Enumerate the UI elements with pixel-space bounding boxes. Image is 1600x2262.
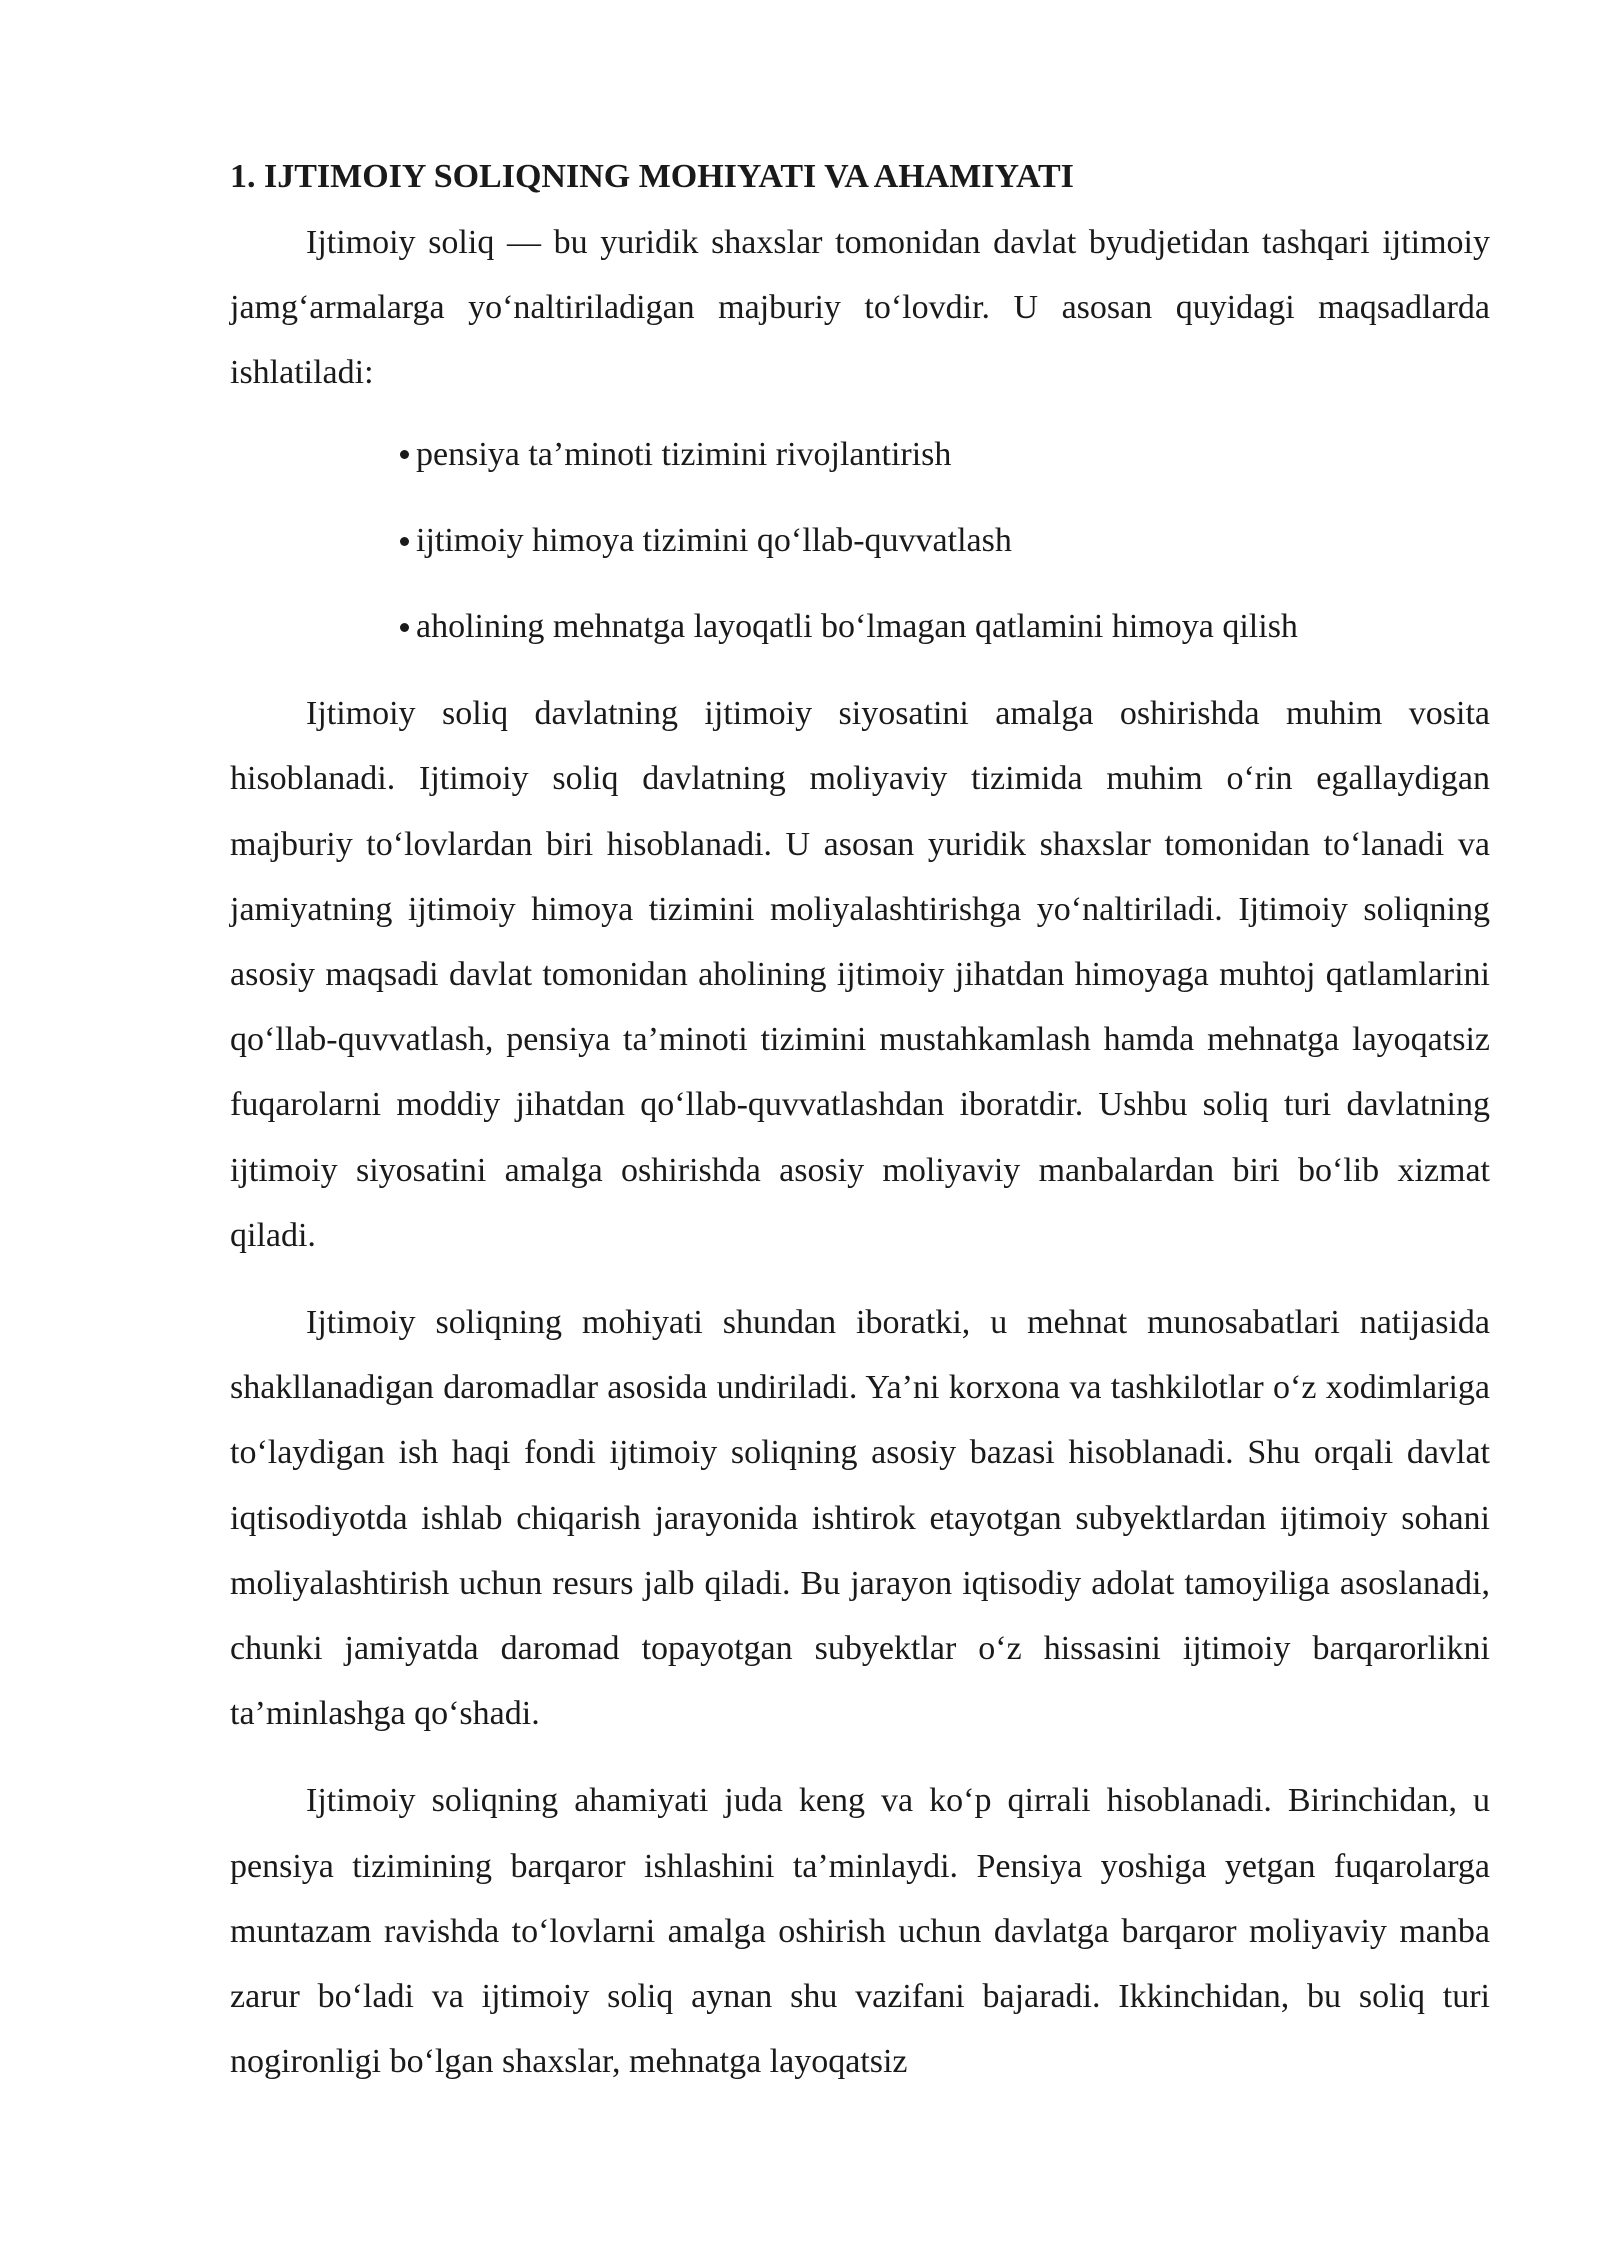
bullet-dot-icon: [400, 450, 409, 459]
body-paragraph: Ijtimoiy soliqning ahamiyati juda keng va ko‘p qirrali hisoblanadi. Birinchidan, u pensiya tizimining barqaror ishlashini ta’minlaydi. Pensiya yoshiga yetgan fuqarolarga muntazam ravishda to‘lovlarni amalga oshirish uchun davlatga barqaror moliyaviy manba zarur bo‘ladi va ijtimoiy soliq aynan shu vazifani bajaradi. Ikkinchidan, bu soliq turi nogironligi bo‘lgan shaxslar, mehnatga layoqatsiz: [230, 1782, 1490, 2081]
bullet-text: ijtimoiy himoya tizimini qo‘llab-quvvatlash: [416, 521, 1012, 559]
bullet-text: pensiya ta’minoti tizimini rivojlantirish: [416, 435, 952, 473]
bullet-item: [230, 508, 1490, 573]
bullet-list: [230, 422, 1490, 660]
bullet-text: aholining mehnatga layoqatli bo‘lmagan qatlamini himoya qilish: [416, 608, 1298, 646]
bullet-item: [230, 594, 1490, 659]
bullet-item: [230, 422, 1490, 487]
intro-paragraph: Ijtimoiy soliq — bu yuridik shaxslar tomonidan davlat byudjetidan tashqari ijtimoiy jamg‘armalarga yo‘naltiriladigan majburiy to‘lovdir. U asosan quyidagi maqsadlarda ishlatiladi:: [230, 224, 1490, 392]
section-heading: 1. IJTIMOIY SOLIQNING MOHIYATI VA AHAMIYATI: [230, 158, 1074, 195]
bullet-dot-icon: [400, 623, 409, 632]
bullet-dot-icon: [400, 537, 409, 546]
body-paragraph: Ijtimoiy soliqning mohiyati shundan iboratki, u mehnat munosabatlari natijasida shakllanadigan daromadlar asosida undiriladi. Ya’ni korxona va tashkilotlar o‘z xodimlariga to‘laydigan ish haqi fondi ijtimoiy soliqning asosiy bazasi hisoblanadi. Shu orqali davlat iqtisodiyotda ishlab chiqarish jarayonida ishtirok etayotgan subyektlardan ijtimoiy sohani moliyalashtirish uchun resurs jalb qiladi. Bu jarayon iqtisodiy adolat tamoyiliga asoslanadi, chunki jamiyatda daromad topayotgan subyektlar o‘z hissasini ijtimoiy barqarorlikni ta’minlashga qo‘shadi.: [230, 1304, 1490, 1733]
body-paragraph: Ijtimoiy soliq davlatning ijtimoiy siyosatini amalga oshirishda muhim vosita hisoblanadi. Ijtimoiy soliq davlatning moliyaviy tizimida muhim o‘rin egallaydigan majburiy to‘lovlardan biri hisoblanadi. U asosan yuridik shaxslar tomonidan to‘lanadi va jamiyatning ijtimoiy himoya tizimini moliyalashtirishga yo‘naltiriladi. Ijtimoiy soliqning asosiy maqsadi davlat tomonidan aholining ijtimoiy jihatdan himoyaga muhtoj qatlamlarini qo‘llab-quvvatlash, pensiya ta’minoti tizimini mustahkamlash hamda mehnatga layoqatsiz fuqarolarni moddiy jihatdan qo‘llab-quvvatlashdan iboratdir. Ushbu soliq turi davlatning ijtimoiy siyosatini amalga oshirishda asosiy moliyaviy manbalardan biri bo‘lib xizmat qiladi.: [230, 695, 1490, 1254]
document-page: [230, 150, 1490, 2116]
